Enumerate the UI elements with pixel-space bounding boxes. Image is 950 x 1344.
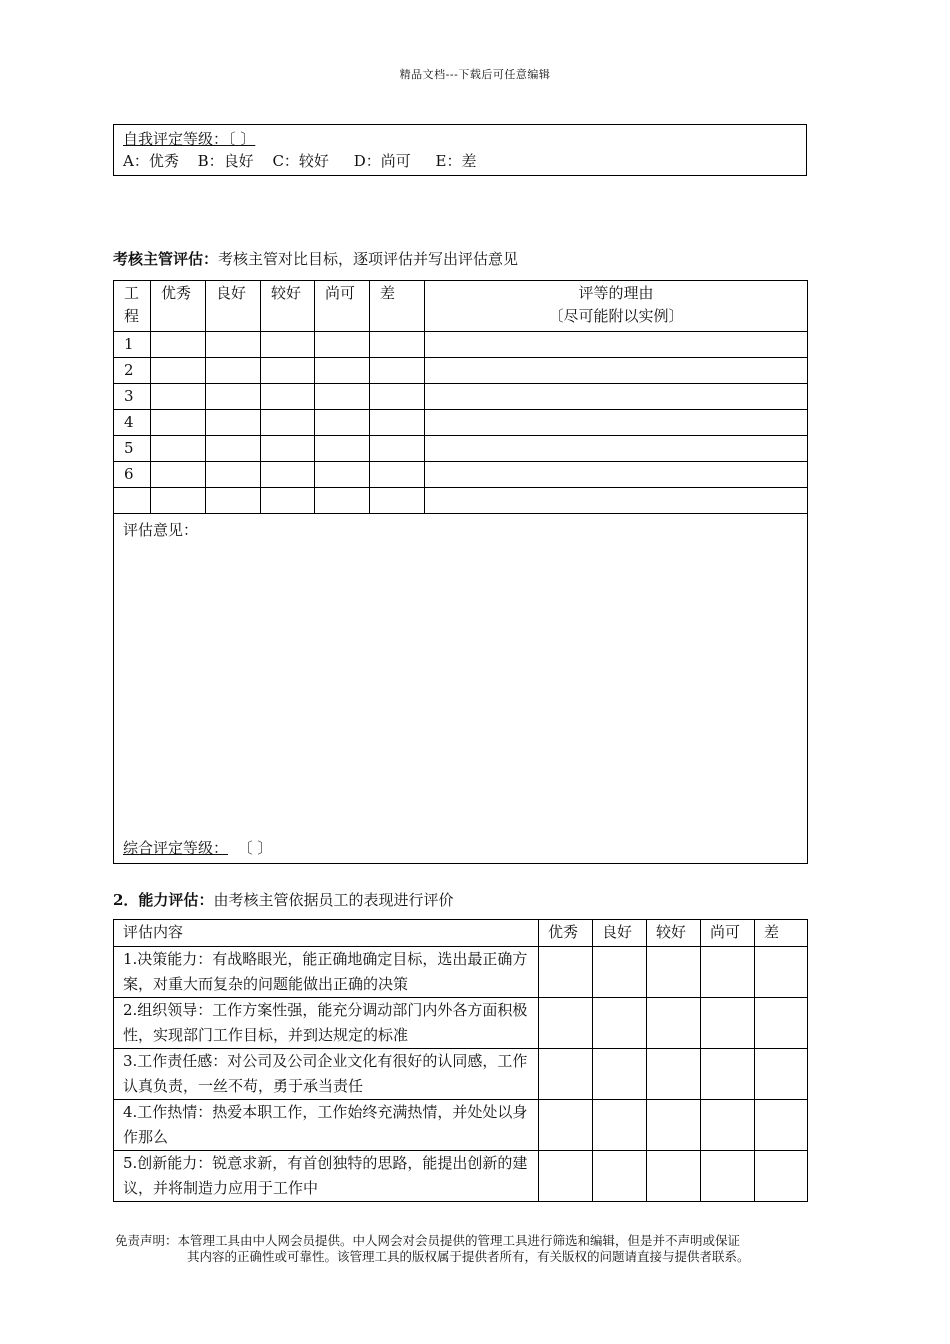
self-eval-bracket[interactable]: 〔 〕 [228,130,256,148]
row-number: 1 [114,332,151,358]
supervisor-title-text: 考核主管对比目标，逐项评估并写出评估意见 [218,250,519,268]
table-row [114,332,808,358]
disclaimer-line: 免责声明：本管理工具由中人网会员提供。中人网会对会员提供的管理工具进行筛选和编辑，但是并不声明或保证 [115,1233,741,1248]
self-eval-box [113,124,807,176]
ability-item: 2.组织领导：工作方案性强，能充分调动部门内外各方面积极性，实现部门工作目标，并到达规定的标准 [114,998,539,1049]
self-eval-options [123,150,797,172]
ability-section-title [113,889,453,910]
self-eval-grade-line [123,128,797,150]
col-header-fair: 较好 [261,281,315,332]
disclaimer-line: 其内容的正确性或可靠性。该管理工具的版权属于提供者所有，有关版权的问题请直接与提供者联系。 [187,1249,750,1264]
col-header-content: 评估内容 [114,920,539,947]
row-number: 3 [114,384,151,410]
col-header-item: 工程 [114,281,151,332]
overall-grade-bracket[interactable]: 〔 〕 [237,839,273,857]
col-header-excellent: 优秀 [539,920,593,947]
row-number: 2 [114,358,151,384]
page-header: 精品文档---下载后可任意编辑 [399,68,551,81]
overall-grade [123,836,272,861]
table-row [114,998,808,1049]
supervisor-title-bold: 考核主管评估： [113,250,219,268]
table-row [114,1151,808,1202]
table-header-row [114,920,808,947]
row-number: 4 [114,410,151,436]
col-header-passable: 尚可 [701,920,755,947]
table-row [114,384,808,410]
row-number: 6 [114,462,151,488]
col-header-poor: 差 [755,920,808,947]
self-eval-label: 自我评定等级： [123,130,229,148]
opinion-label: 评估意见： [123,521,199,539]
ability-eval-table [113,919,808,1202]
col-header-good: 良好 [593,920,647,947]
ability-title-text: 由考核主管依据员工的表现进行评价 [213,891,454,909]
ability-item: 1.决策能力：有战略眼光，能正确地确定目标，选出最正确方案，对重大而复杂的问题能做出正确的决策 [114,947,539,998]
col-header-passable: 尚可 [315,281,370,332]
table-row [114,410,808,436]
opinion-row [114,514,808,864]
col-header-excellent: 优秀 [151,281,206,332]
self-eval-option: D：尚可 [353,152,411,170]
overall-grade-label: 综合评定等级： [123,839,229,857]
ability-item: 5.创新能力：锐意求新，有首创独特的思路，能提出创新的建议，并将制造力应用于工作中 [114,1151,539,1202]
table-row [114,462,808,488]
table-row [114,1049,808,1100]
row-number [114,488,151,514]
opinion-field[interactable] [114,514,808,864]
table-row [114,436,808,462]
col-header-reason: 评等的理由 〔尽可能附以实例〕 [425,281,808,332]
table-header-row [114,281,808,332]
row-number: 5 [114,436,151,462]
table-row [114,1100,808,1151]
self-eval-option: A：优秀 [123,152,179,170]
col-header-fair: 较好 [647,920,701,947]
self-eval-option: E：差 [435,152,477,170]
supervisor-section-title [113,248,518,269]
table-row [114,358,808,384]
self-eval-option: B：良好 [197,152,254,170]
table-row [114,488,808,514]
disclaimer [115,1233,837,1265]
col-header-poor: 差 [370,281,425,332]
ability-item: 4.工作热情：热爱本职工作，工作始终充满热情，并处处以身作那么 [114,1100,539,1151]
ability-item: 3.工作责任感：对公司及公司企业文化有很好的认同感，工作认真负责，一丝不苟，勇于承当责任 [114,1049,539,1100]
col-header-good: 良好 [206,281,261,332]
table-row [114,947,808,998]
self-eval-option: C：较好 [272,152,329,170]
ability-title-bold: 2．能力评估： [113,891,214,909]
supervisor-eval-table [113,280,808,864]
